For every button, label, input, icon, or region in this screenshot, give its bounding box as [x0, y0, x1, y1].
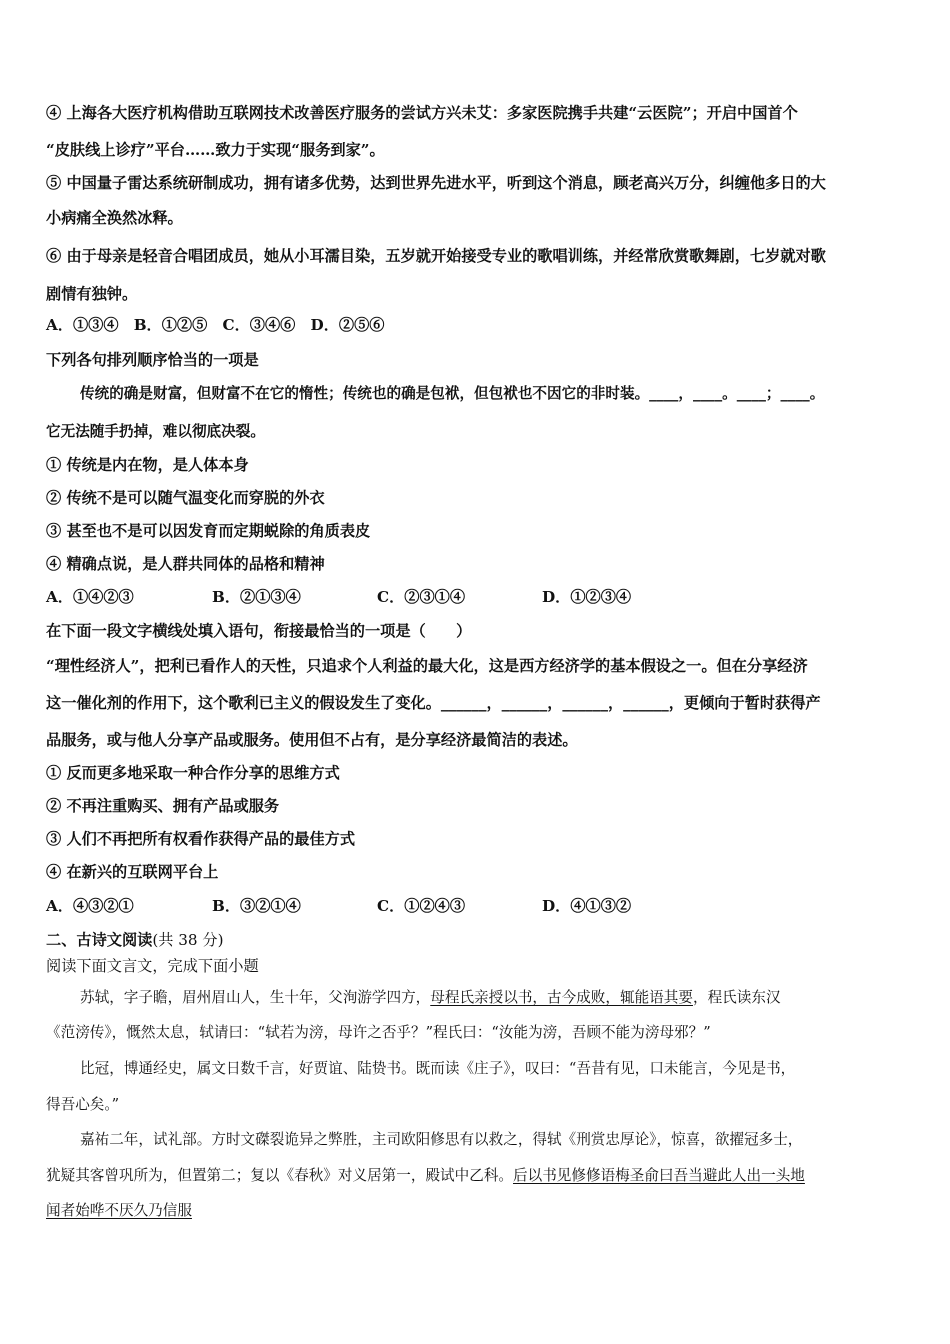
section-points: (共 38 分) [152, 931, 224, 949]
para3-underlined-sentence-a: 后以书见修修语梅圣俞曰吾当避此人出一头地 [513, 1167, 805, 1184]
section-title: 二、古诗文阅读 [46, 931, 153, 949]
passage-para-3-line-2 [46, 1166, 805, 1186]
order-choice-b[interactable]: B．②①③④ [212, 588, 301, 606]
order-choice-c[interactable]: C．②③①④ [377, 588, 466, 606]
question-stem-order: 下列各句排列顺序恰当的一项是 [46, 351, 259, 369]
para3-underlined-sentence-b: 闻者始哗不厌久乃信服 [46, 1202, 192, 1219]
passage-para-3-line-1: 嘉祐二年，试礼部。方时文磔裂诡异之弊胜，主司欧阳修思有以救之，得轼《刑赏忠厚论》，惊喜，欲擢冠多士， [80, 1131, 803, 1148]
order-choice-d[interactable]: D．①②③④ [542, 588, 632, 606]
fill-choice-a[interactable]: A．④③②① [46, 897, 134, 915]
fill-choice-d[interactable]: D．④①③② [542, 897, 632, 915]
reading-instruction: 阅读下面文言文，完成下面小题 [46, 957, 259, 975]
passage-tradition-line-2: 它无法随手扔掉，难以彻底决裂。 [46, 423, 265, 440]
order-sentence-4: ④ 精确点说，是人群共同体的品格和精神 [46, 555, 325, 573]
order-choice-a[interactable]: A．①④②③ [46, 588, 134, 606]
para3-text: 犹疑其客曾巩所为，但置第二；复以《春秋》对义居第一，殿试中乙科。 [46, 1167, 514, 1184]
fill-sentence-3: ③ 人们不再把所有权看作获得产品的最佳方式 [46, 830, 356, 848]
fill-sentence-4: ④ 在新兴的互联网平台上 [46, 863, 219, 881]
passage-para-1-line-1 [80, 988, 781, 1008]
option-5-line-1: ⑤ 中国量子雷达系统研制成功，拥有诸多优势，达到世界先进水平，听到这个消息，顾老高兴万分，纠缠他多日的大 [46, 174, 826, 192]
passage-para-2-line-2: 得吾心矣。” [46, 1096, 120, 1113]
passage-tradition-line-1: 传统的确是财富，但财富不在它的惰性；传统也的确是包袱，但包袱也不因它的非时装。____，____。____；____。 [80, 385, 825, 402]
option-6-line-2: 剧情有独钟。 [46, 285, 138, 303]
fill-passage-line-3: 品服务，或与他人分享产品或服务。使用但不占有，是分享经济最简洁的表述。 [46, 731, 578, 749]
fill-sentence-2: ② 不再注重购买、拥有产品或服务 [46, 797, 280, 815]
option-4-line-2: “皮肤线上诊疗”平台……致力于实现“服务到家”。 [46, 141, 385, 159]
option-6-line-1: ⑥ 由于母亲是轻音合唱团成员，她从小耳濡目染，五岁就开始接受专业的歌唱训练，并经常欣赏歌舞剧，七岁就对歌 [46, 247, 826, 265]
option-4-line-1: ④ 上海各大医疗机构借助互联网技术改善医疗服务的尝试方兴未艾：多家医院携手共建“云医院”；开启中国首个 [46, 104, 798, 122]
passage-para-1-line-2: 《范滂传》，慨然太息，轼请曰：“轼若为滂，母许之否乎？”程氏曰：“汝能为滂，吾顾不能为滂母邪？” [46, 1024, 711, 1041]
answer-choices-1: A．①③④ B．①②⑤ C．③④⑥ D．②⑤⑥ [46, 316, 385, 334]
order-sentence-3: ③ 甚至也不是可以因发育而定期蜕除的角质表皮 [46, 522, 371, 540]
fill-sentence-1: ① 反而更多地采取一种合作分享的思维方式 [46, 764, 340, 782]
passage-para-2-line-1: 比冠，博通经史，属文日数千言，好贾谊、陆贽书。既而读《庄子》，叹曰：“吾昔有见，口未能言，今见是书， [80, 1060, 796, 1077]
fill-choice-b[interactable]: B．③②①④ [212, 897, 301, 915]
question-stem-fill: 在下面一段文字横线处填入语句，衔接最恰当的一项是（ ） [46, 622, 472, 640]
order-sentence-2: ② 传统不是可以随气温变化而穿脱的外衣 [46, 489, 325, 507]
para1-text-b: ，程氏读东汉 [692, 989, 781, 1006]
para1-text-a: 苏轼，字子瞻，眉州眉山人，生十年，父洵游学四方， [80, 989, 431, 1006]
fill-passage-line-1: “理性经济人”，把利已看作人的天性，只追求个人利益的最大化，这是西方经济学的基本假设之一。但在分享经济 [46, 657, 808, 675]
order-sentence-1: ① 传统是内在物，是人体本身 [46, 456, 249, 474]
fill-choice-c[interactable]: C．①②④③ [377, 897, 466, 915]
fill-passage-line-2: 这一催化剂的作用下，这个歌利已主义的假设发生了变化。______，______，______，______，更倾向于暂时获得产 [46, 694, 821, 712]
passage-para-3-line-3 [46, 1201, 192, 1221]
option-5-line-2: 小病痛全涣然冰释。 [46, 209, 183, 227]
para1-underlined-sentence: 母程氏亲授以书，古今成败，辄能语其要 [430, 989, 693, 1006]
section-heading [46, 930, 224, 950]
